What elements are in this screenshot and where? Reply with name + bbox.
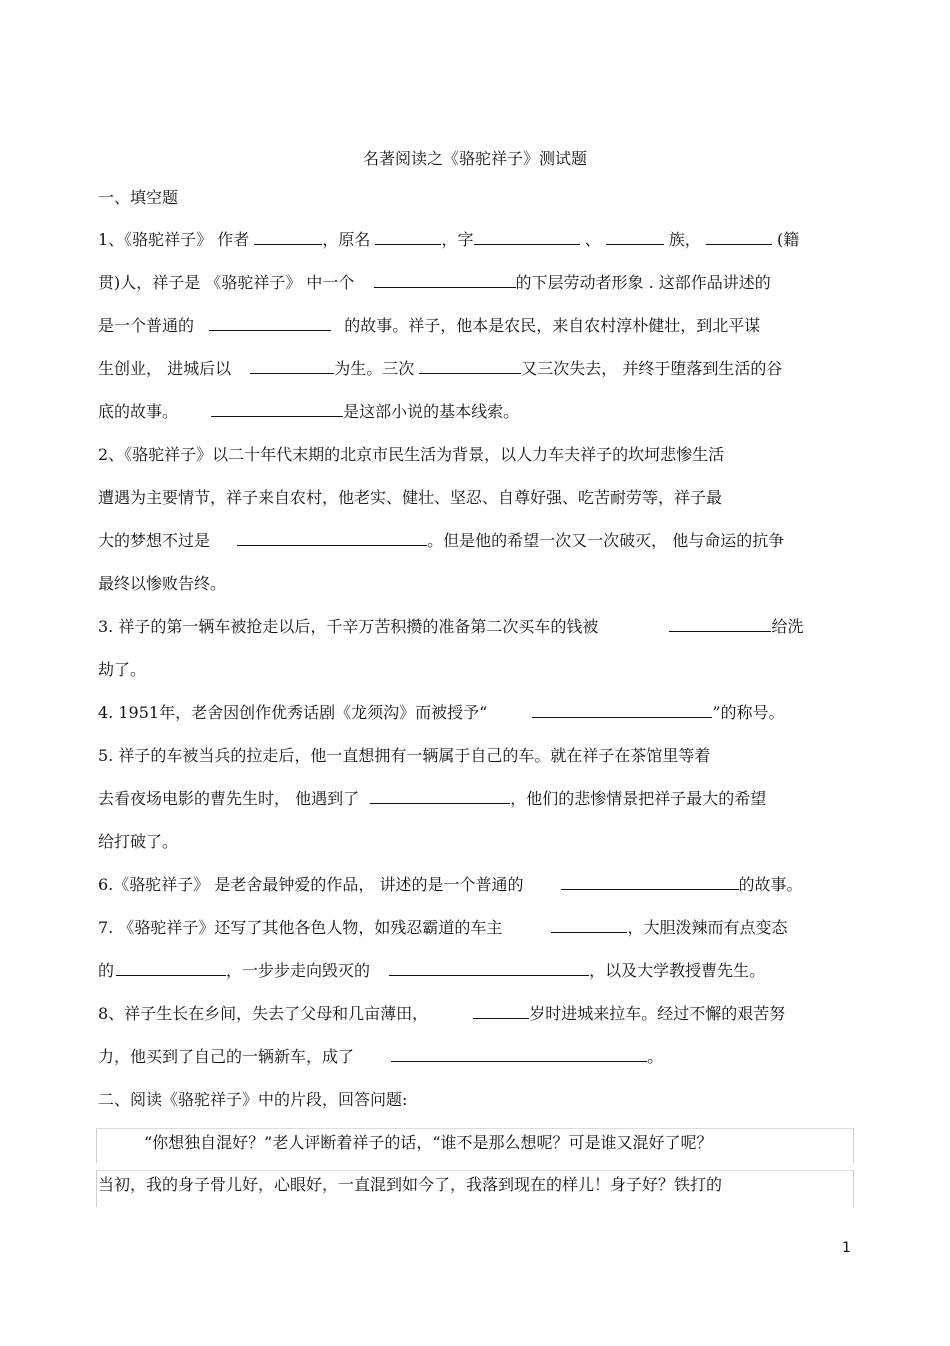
page-title: 名著阅读之《骆驼祥子》测试题: [362, 149, 587, 168]
question-5-line-2: 去看夜场电影的曹先生时， 他遇到了 ，他们的悲惨情景把祥子最大的希望: [98, 789, 767, 808]
question-7-line-1: 7. 《骆驼祥子》还写了其他各色人物，如残忍霸道的车主 ，大胆泼辣而有点变态: [98, 918, 788, 937]
question-3-line-2: 劫了。: [98, 660, 147, 679]
question-1-line-1: 1、《骆驼祥子》 作者 ，原名 ，字 、 族， (籍: [98, 230, 800, 249]
passage-line-1: “你想独自混好？”老人评断着祥子的话，“谁不是那么想呢？可是谁又混好了呢？: [144, 1133, 713, 1152]
answer-blank[interactable]: [116, 961, 226, 976]
question-2-line-4: 最终以惨败告终。: [98, 574, 227, 593]
question-8-line-1: 8、祥子生长在乡间，失去了父母和几亩薄田， 岁时进城来拉车。经过不懈的艰苦努: [98, 1004, 786, 1023]
answer-blank[interactable]: [254, 230, 322, 245]
answer-blank[interactable]: [474, 230, 580, 245]
answer-blank[interactable]: [389, 961, 589, 976]
answer-blank[interactable]: [606, 230, 664, 245]
question-6-line-1: 6.《骆驼祥子》 是老舍最钟爱的作品， 讲述的是一个普通的 的故事。: [98, 875, 803, 894]
question-5-line-3: 给打破了。: [98, 832, 179, 851]
answer-blank[interactable]: [250, 359, 334, 374]
question-1-line-4: 生创业， 进城后以 为生。三次 又三次失去， 并终于堕落到生活的谷: [98, 359, 783, 378]
question-7-line-2: 的 ，一步步走向毁灭的 ，以及大学教授曹先生。: [98, 961, 766, 980]
question-8-line-2: 力，他买到了自己的一辆新车，成了 。: [98, 1047, 664, 1066]
question-3-line-1: 3. 祥子的第一辆车被抢走以后，千辛万苦积攒的准备第二次买车的钱被 给洗: [98, 617, 804, 636]
question-2-line-3: 大的梦想不过是 。但是他的希望一次又一次破灭， 他与命运的抗争: [98, 531, 785, 550]
answer-blank[interactable]: [473, 1004, 529, 1019]
answer-blank[interactable]: [561, 875, 739, 890]
question-5-line-1: 5. 祥子的车被当兵的拉走后，他一直想拥有一辆属于自己的车。就在祥子在茶馆里等着: [98, 746, 711, 765]
answer-blank[interactable]: [211, 402, 343, 417]
question-1-line-3: 是一个普通的 的故事。祥子，他本是农民，来自农村淳朴健壮，到北平谋: [98, 316, 761, 335]
answer-blank[interactable]: [551, 918, 627, 933]
page-number: 1: [842, 1240, 851, 1256]
answer-blank[interactable]: [374, 273, 516, 288]
answer-blank[interactable]: [370, 789, 510, 804]
question-1-line-5: 底的故事。 是这部小说的基本线索。: [98, 402, 520, 421]
passage-line-2: 当初，我的身子骨儿好，心眼好，一直混到如今了，我落到现在的样儿！身子好？铁打的: [98, 1175, 723, 1194]
question-2-line-1: 2、《骆驼祥子》以二十年代末期的北京市民生活为背景，以人力车夫祥子的坎坷悲惨生活: [98, 445, 725, 464]
answer-blank[interactable]: [209, 316, 331, 331]
answer-blank[interactable]: [419, 359, 521, 374]
answer-blank[interactable]: [532, 703, 712, 718]
question-1-line-2: 贯)人，祥子是 《骆驼祥子》 中一个 的下层劳动者形象 . 这部作品讲述的: [98, 273, 771, 292]
section-heading-reading: 二、阅读《骆驼祥子》中的片段，回答问题:: [98, 1090, 408, 1109]
section-heading-fill-blank: 一、填空题: [98, 188, 179, 207]
question-4-line-1: 4. 1951年，老舍因创作优秀话剧《龙须沟》而被授予“ ”的称号。: [98, 703, 785, 722]
answer-blank[interactable]: [391, 1047, 647, 1062]
answer-blank[interactable]: [669, 617, 771, 632]
answer-blank[interactable]: [706, 230, 772, 245]
question-2-line-2: 遭遇为主要情节，祥子来自农村，他老实、健壮、坚忍、自尊好强、吃苦耐劳等，祥子最: [98, 488, 723, 507]
answer-blank[interactable]: [375, 230, 441, 245]
answer-blank[interactable]: [237, 531, 427, 546]
